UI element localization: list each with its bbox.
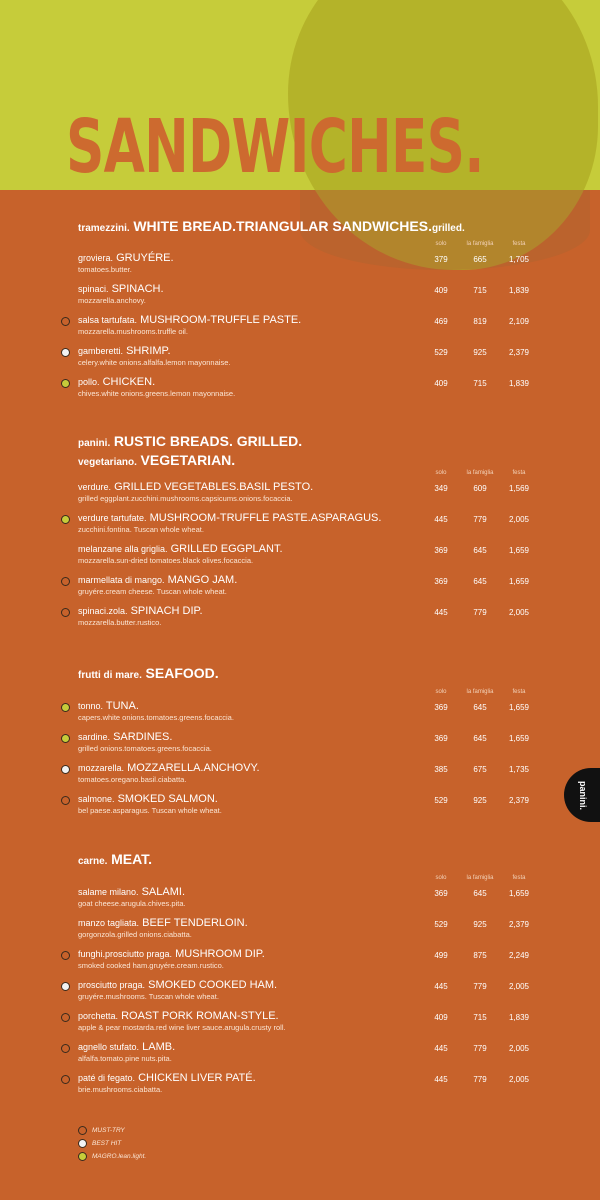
menu-item: agnello stufato. LAMB. alfalfa.tomato.pine nuts.pita. 445 779 2,005 — [78, 1041, 538, 1072]
menu-item: groviera. GRUYÉRE. tomatoes.butter. 379 665 1,705 — [78, 252, 530, 274]
section-tab-label: panini. — [578, 780, 588, 810]
section-heading: frutti di mare. SEAFOOD. — [78, 665, 219, 681]
section-meat — [78, 851, 538, 1094]
menu-item: melanzane alla griglia. GRILLED EGGPLANT. mozzarella.sun-dried tomatoes.black olives.focaccia. 369 645 1,659 — [78, 543, 530, 565]
best-hit-icon — [78, 1139, 87, 1148]
section-seafood — [78, 665, 538, 815]
menu-item: marmellata di mango. MANGO JAM. gruyére.cream cheese. Tuscan whole wheat. 369 645 1,659 — [78, 574, 538, 605]
must-try-icon — [61, 1013, 70, 1022]
light-icon — [78, 1152, 87, 1161]
menu-item: funghi.prosciutto praga. MUSHROOM DIP. smoked cooked ham.gruyére.cream.rustico. 499 875 2,249 — [78, 948, 538, 979]
menu-item: salame milano. SALAMI. goat cheese.arugula.chives.pita. 369 645 1,659 — [78, 886, 530, 908]
menu-item: tonno. TUNA. capers.white onions.tomatoes.greens.focaccia. 369 645 1,659 — [78, 700, 538, 731]
menu-item: spinaci. SPINACH. mozzarella.anchovy. 409 715 1,839 — [78, 283, 530, 305]
must-try-icon — [61, 577, 70, 586]
section-heading: carne. MEAT. — [78, 851, 153, 867]
menu-item: sardine. SARDINES. grilled onions.tomatoes.greens.focaccia. 369 645 1,659 — [78, 731, 538, 762]
light-icon — [61, 703, 70, 712]
menu-item: manzo tagliata. BEEF TENDERLOIN. gorgonzola.grilled onions.ciabatta. 529 925 2,379 — [78, 917, 530, 939]
must-try-icon — [61, 608, 70, 617]
section-heading: tramezzini. WHITE BREAD.TRIANGULAR SANDWICHES.grilled. — [78, 218, 465, 234]
section-heading: panini. RUSTIC BREADS. GRILLED. vegetariano. VEGETARIAN. — [78, 433, 303, 468]
must-try-icon — [61, 1075, 70, 1084]
menu-item: salsa tartufata. MUSHROOM-TRUFFLE PASTE. mozzarella.mushrooms.truffle oil. 469 819 2,109 — [78, 314, 538, 345]
price-columns-header: solo la famiglia festa — [435, 875, 526, 881]
must-try-icon — [61, 951, 70, 960]
menu-item: spinaci.zola. SPINACH DIP. mozzarella.butter.rustico. 445 779 2,005 — [78, 605, 538, 636]
menu-item: mozzarella. MOZZARELLA.ANCHOVY. tomatoes.oregano.basil.ciabatta. 385 675 1,735 — [78, 762, 538, 793]
legend — [78, 1124, 146, 1163]
legend-item: MAGRO.lean.light. — [78, 1150, 146, 1163]
menu-item: pollo. CHICKEN. chives.white onions.greens.lemon mayonnaise. 409 715 1,839 — [78, 376, 538, 407]
page-title: SANDWICHES. — [66, 104, 484, 190]
menu-item: verdure. GRILLED VEGETABLES.BASIL PESTO. grilled eggplant.zucchini.mushrooms.capsicums.onions.focaccia. 349 609 1,569 — [78, 481, 530, 503]
best-hit-icon — [61, 765, 70, 774]
menu-item: paté di fegato. CHICKEN LIVER PATÉ. brie.mushrooms.ciabatta. 445 779 2,005 — [78, 1072, 538, 1103]
menu-item: salmone. SMOKED SALMON. bel paese.asparagus. Tuscan whole wheat. 529 925 2,379 — [78, 793, 538, 824]
best-hit-icon — [61, 348, 70, 357]
light-icon — [61, 515, 70, 524]
must-try-icon — [61, 1044, 70, 1053]
section-panini — [78, 433, 538, 627]
menu-item: prosciutto praga. SMOKED COOKED HAM. gruyére.mushrooms. Tuscan whole wheat. 445 779 2,005 — [78, 979, 538, 1010]
light-icon — [61, 379, 70, 388]
must-try-icon — [78, 1126, 87, 1135]
price-columns-header: solo la famiglia festa — [435, 470, 526, 476]
legend-item: BEST HIT — [78, 1137, 146, 1150]
legend-item: MUST-TRY — [78, 1124, 146, 1137]
light-icon — [61, 734, 70, 743]
menu-item: porchetta. ROAST PORK ROMAN-STYLE. apple & pear mostarda.red wine liver sauce.arugula.crusty roll. 409 715 1,839 — [78, 1010, 538, 1041]
must-try-icon — [61, 796, 70, 805]
section-tramezzini — [78, 218, 538, 398]
menu-item: gamberetti. SHRIMP. celery.white onions.alfalfa.lemon mayonnaise. 529 925 2,379 — [78, 345, 538, 376]
price-columns-header: solo la famiglia festa — [435, 241, 526, 247]
best-hit-icon — [61, 982, 70, 991]
price-columns-header: solo la famiglia festa — [435, 689, 526, 695]
menu-item: verdure tartufate. MUSHROOM-TRUFFLE PASTE.ASPARAGUS. zucchini.fontina. Tuscan whole wheat. 445 779 2,005 — [78, 512, 538, 543]
must-try-icon — [61, 317, 70, 326]
